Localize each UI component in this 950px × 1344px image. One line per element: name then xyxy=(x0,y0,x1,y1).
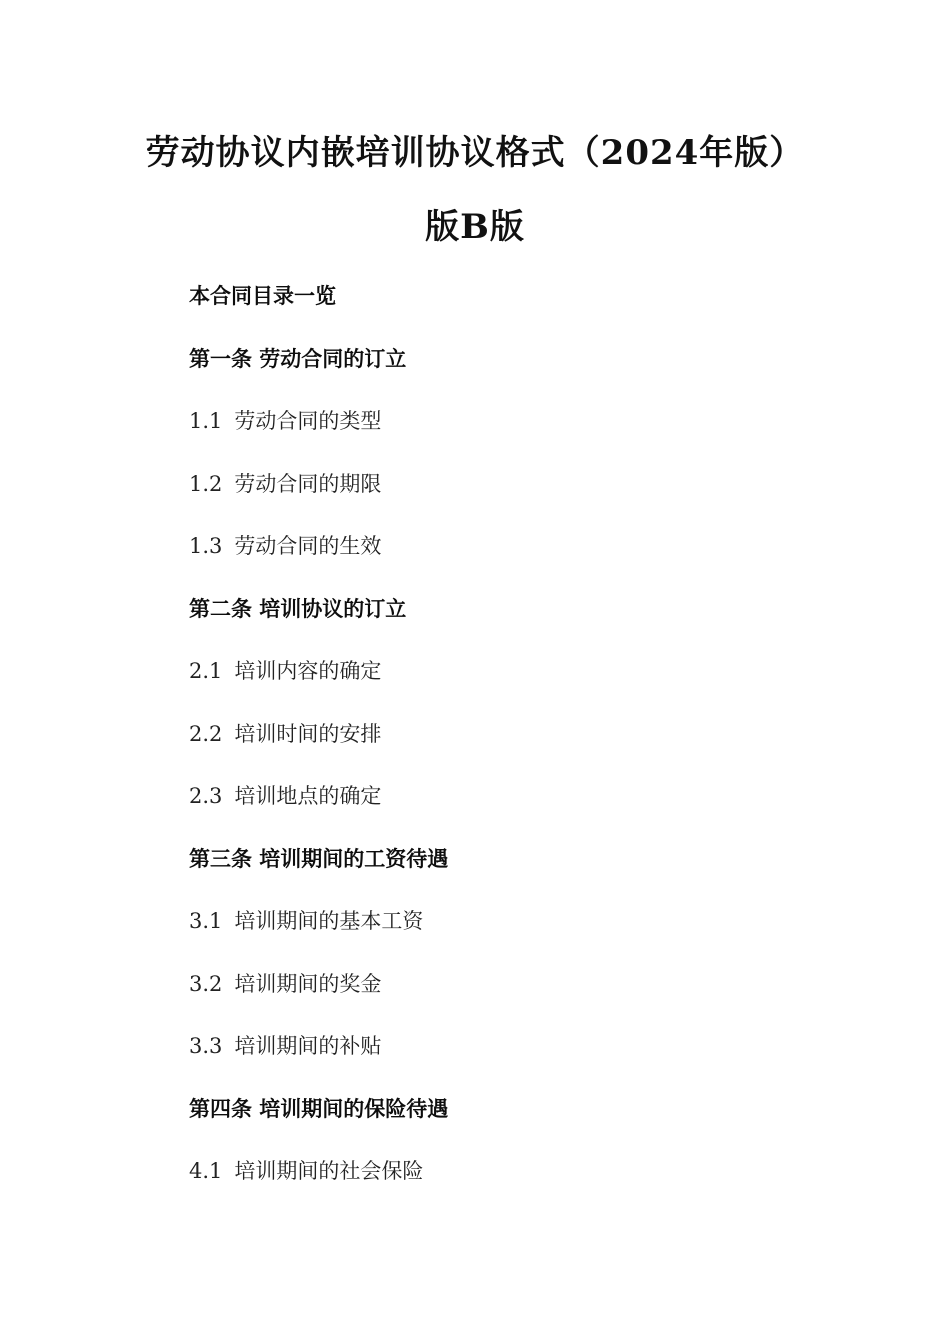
toc-item-number: 2.1 xyxy=(189,659,223,683)
toc-item xyxy=(189,905,889,968)
toc-item xyxy=(189,780,889,843)
toc-item xyxy=(189,968,889,1031)
toc-item-label: 培训期间的奖金 xyxy=(234,971,382,996)
toc-item xyxy=(189,468,889,531)
toc-item-label: 培训时间的安排 xyxy=(234,721,382,746)
toc-section-heading: 第二条 培训协议的订立 xyxy=(189,595,407,621)
toc-item xyxy=(189,1155,889,1218)
toc-item xyxy=(189,405,889,468)
document-subtitle: 版B版 xyxy=(425,207,525,247)
toc-entries xyxy=(189,343,889,1218)
toc-item-number: 2.2 xyxy=(189,721,223,746)
toc-item-label: 劳动合同的生效 xyxy=(234,534,382,558)
table-of-contents xyxy=(189,280,889,1218)
toc-section-heading: 第四条 培训期间的保险待遇 xyxy=(189,1095,449,1121)
toc-item-number: 2.3 xyxy=(189,784,223,808)
document-title: 劳动协议内嵌培训协议格式（2024年版） xyxy=(145,133,805,173)
toc-item xyxy=(189,530,889,593)
toc-item-label: 劳动合同的期限 xyxy=(234,471,382,496)
toc-item-label: 劳动合同的类型 xyxy=(234,409,382,433)
toc-item xyxy=(189,718,889,781)
toc-item-number: 3.2 xyxy=(189,971,223,996)
toc-item xyxy=(189,655,889,718)
toc-section-heading: 第一条 劳动合同的订立 xyxy=(189,345,407,371)
toc-item-number: 4.1 xyxy=(189,1159,223,1183)
toc-item xyxy=(189,1030,889,1093)
toc-item-label: 培训内容的确定 xyxy=(234,659,382,683)
toc-heading: 本合同目录一览 xyxy=(189,283,336,308)
toc-item-label: 培训期间的社会保险 xyxy=(234,1159,424,1183)
toc-item-label: 培训地点的确定 xyxy=(234,784,382,808)
toc-item-number: 1.3 xyxy=(189,534,223,558)
toc-item-number: 1.2 xyxy=(189,471,223,496)
toc-item-number: 3.1 xyxy=(189,909,223,933)
toc-item-number: 3.3 xyxy=(189,1034,223,1058)
toc-item-label: 培训期间的基本工资 xyxy=(234,909,424,933)
toc-section-heading: 第三条 培训期间的工资待遇 xyxy=(189,845,449,871)
toc-item-label: 培训期间的补贴 xyxy=(234,1034,382,1058)
toc-item-number: 1.1 xyxy=(189,409,223,433)
